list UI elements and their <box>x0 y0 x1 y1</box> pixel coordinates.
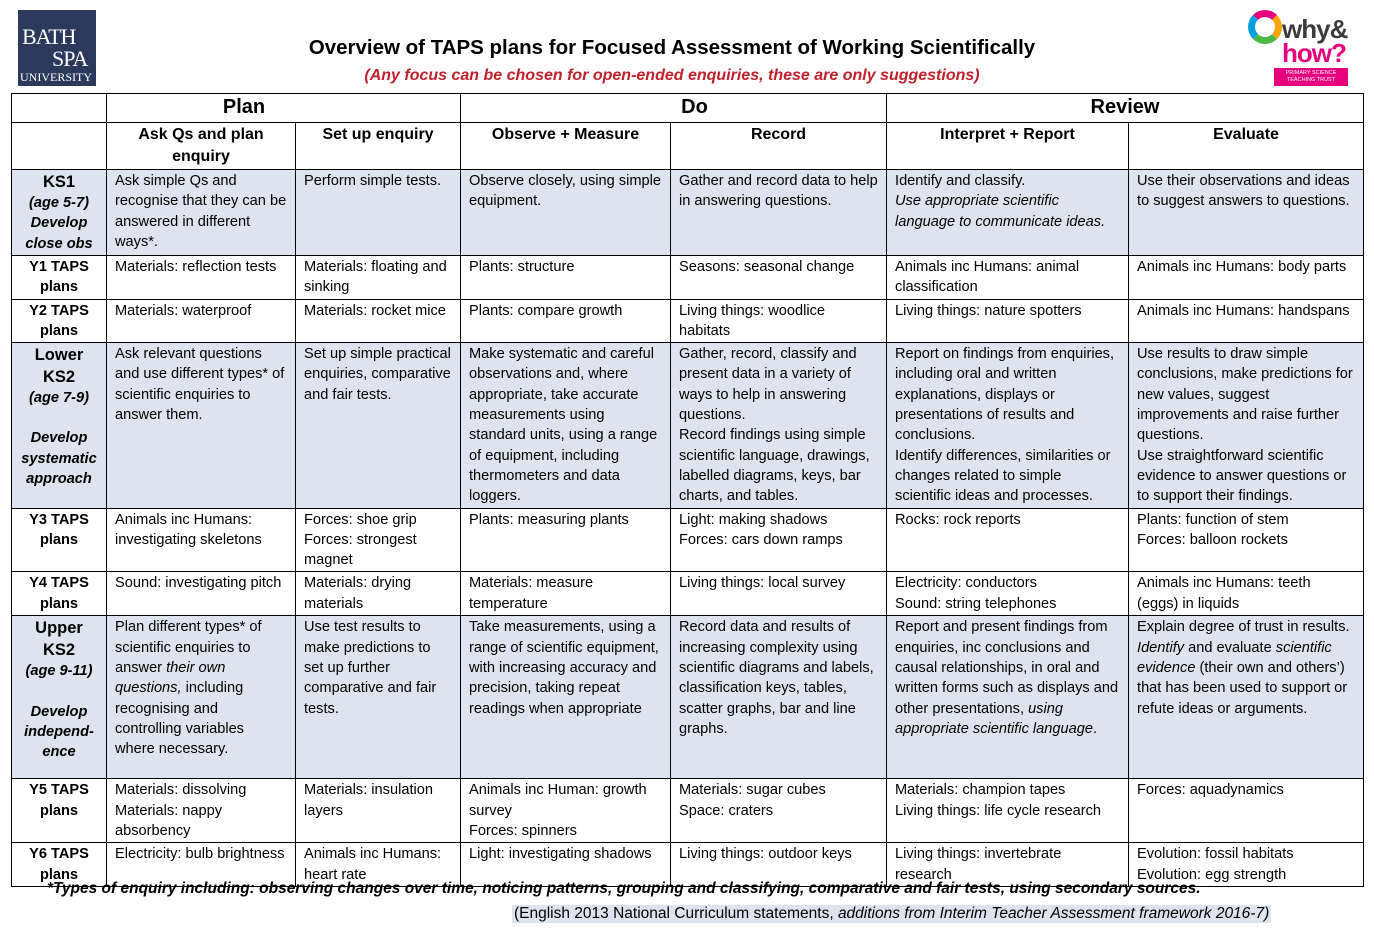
column-header: Record <box>671 123 887 170</box>
table-cell <box>107 256 296 300</box>
cell-text: Space: craters <box>679 802 774 819</box>
cell-text: Use their observations and ideas to suggest answers to questions. <box>1137 173 1350 210</box>
cell-text: Forces: spinners <box>469 823 577 840</box>
taps-plan-row <box>12 508 1364 572</box>
row-label-line: Y3 TAPS plans <box>29 511 89 548</box>
cell-text: Ask relevant questions and use different types* of scientific enquiries to answer them. <box>115 346 285 424</box>
table-cell <box>1129 779 1364 843</box>
table-cell <box>671 616 887 779</box>
taps-plan-row <box>12 572 1364 616</box>
table-cell <box>1129 572 1364 616</box>
cell-text: Plants: structure <box>469 259 575 275</box>
cell-text: Materials: dissolving <box>115 782 247 799</box>
cell-text: Materials: measure temperature <box>469 575 594 612</box>
logo-text: SPA <box>52 46 88 71</box>
row-label-line: Y5 TAPS plans <box>29 782 89 819</box>
cell-text: Observe closely, using simple equipment. <box>469 173 661 210</box>
taps-plan-row <box>12 256 1364 300</box>
row-label-line: Upper KS2 <box>35 619 83 660</box>
key-stage-row <box>12 343 1364 508</box>
cell-text: Sound: string telephones <box>895 595 1057 612</box>
cell-text: . <box>1092 720 1098 737</box>
cell-text: Materials: waterproof <box>115 302 252 319</box>
row-label-line: Develop systematic approach <box>21 430 97 488</box>
cell-text: that has been used to support or refute ideas or arguments. <box>1137 680 1348 717</box>
row-label-line: (age 9-11) <box>25 663 93 680</box>
row-label <box>12 572 107 616</box>
table-cell <box>296 616 461 779</box>
cell-text: Seasons: seasonal change <box>679 259 855 275</box>
logo-tagline: PRIMARY SCIENCE TEACHING TRUST <box>1274 68 1348 86</box>
cell-text: Materials: reflection tests <box>115 259 277 275</box>
cell-text: Identify differences, similarities or changes related to simple scientific ideas and processes. <box>895 447 1111 505</box>
cell-text: Rocks: rock reports <box>895 511 1021 528</box>
footnote: *Types of enquiry including: observing changes over time, noticing patterns, grouping and classifying, comparative and fair tests, using secondary sources. <box>47 880 1201 897</box>
table-cell <box>1129 616 1364 779</box>
table-cell <box>296 572 461 616</box>
cell-text: Gather, record, classify and present data in a variety of ways to help in answering questions. <box>679 346 857 424</box>
table-cell <box>671 170 887 256</box>
row-label <box>12 779 107 843</box>
table-cell <box>296 170 461 256</box>
cell-text: Light: making shadows <box>679 511 828 528</box>
table-cell <box>671 508 887 572</box>
cell-text: Use test results to make predictions to set up further comparative and fair tests. <box>304 619 437 717</box>
cell-text: Materials: drying materials <box>304 575 412 612</box>
cell-text: Materials: nappy absorbency <box>115 802 223 840</box>
key-stage-row <box>12 616 1364 779</box>
cell-text: Record findings using simple scientific language, drawings, labelled diagrams, keys, bar charts, and tables. <box>679 427 870 505</box>
cell-text: Identify <box>1137 639 1189 656</box>
row-label-line: Y4 TAPS plans <box>29 575 89 612</box>
cell-text: including recognising and controlling variables where necessary. <box>115 680 244 758</box>
cell-text: (their own and others’) <box>1199 660 1345 677</box>
table-cell <box>296 299 461 343</box>
taps-overview-table <box>11 93 1364 887</box>
cell-text: Plants: compare growth <box>469 302 623 319</box>
logo-text: how? <box>1282 38 1346 68</box>
cell-text: Set up simple practical enquiries, comparative and fair tests. <box>304 346 451 403</box>
table-cell <box>887 343 1129 508</box>
corner-cell <box>12 123 107 170</box>
cell-text: Materials: insulation layers <box>304 782 433 819</box>
cell-text: Plants: function of stem <box>1137 511 1289 528</box>
table-cell <box>887 616 1129 779</box>
table-cell <box>887 572 1129 616</box>
table-cell <box>461 508 671 572</box>
cell-text: Living things: invertebrate research <box>895 846 1062 883</box>
cell-text: Plan different types* of scientific enquiries to answer <box>115 619 262 677</box>
cell-text: Explain degree of trust in results. <box>1137 619 1350 636</box>
table-cell <box>887 299 1129 343</box>
table-cell <box>887 170 1129 256</box>
stage-label: Do <box>681 96 708 118</box>
cell-text: Report and present findings from enquiries, inc conclusions and causal relationships, in oral and written forms such as displays and other presentations, <box>895 619 1119 717</box>
row-label-line: (age 7-9) <box>28 390 89 407</box>
key-stage-row <box>12 170 1364 256</box>
row-label-line: KS1 <box>42 173 76 191</box>
cell-text: Perform simple tests. <box>304 173 442 189</box>
cell-text: Evolution: fossil habitats <box>1137 846 1294 863</box>
table-cell <box>461 256 671 300</box>
table-cell <box>107 572 296 616</box>
cell-text: Materials: rocket mice <box>304 302 446 319</box>
cell-text: Materials: champion tapes <box>895 782 1066 799</box>
row-label <box>12 256 107 300</box>
cell-text: Animals inc Humans: investigating skeletons <box>115 511 262 548</box>
logo-text: why& <box>1282 14 1348 44</box>
cell-text: Gather and record data to help in answering questions. <box>679 173 878 210</box>
table-cell <box>1129 508 1364 572</box>
cell-text: Living things: nature spotters <box>895 302 1082 319</box>
cell-text: Materials: sugar cubes <box>679 782 826 799</box>
cell-text: Use appropriate scientific language to communicate ideas. <box>895 193 1106 230</box>
stage-plan <box>107 94 461 123</box>
table-cell <box>1129 343 1364 508</box>
cell-text: Animals inc Humans: teeth (eggs) in liquids <box>1137 575 1311 612</box>
page-subtitle: (Any focus can be chosen for open-ended enquiries, these are only suggestions) <box>364 67 980 84</box>
row-label-line: (age 5-7) <box>28 195 89 211</box>
stage-label: Plan <box>222 96 266 118</box>
cell-text: Forces: strongest magnet <box>304 531 417 569</box>
cell-text: Sound: investigating pitch <box>115 575 282 592</box>
taps-plan-row <box>12 779 1364 843</box>
table-cell <box>296 508 461 572</box>
table-cell <box>296 256 461 300</box>
cell-text: Use straightforward scientific evidence to answer questions or to support their findings. <box>1137 447 1347 505</box>
column-header: Set up enquiry <box>296 123 461 170</box>
cell-text: Electricity: conductors <box>895 575 1037 592</box>
cell-text: Living things: woodlice habitats <box>679 302 826 339</box>
row-label-line: Y1 TAPS plans <box>29 259 89 296</box>
row-label-line: Y6 TAPS plans <box>29 846 89 883</box>
row-label <box>12 170 107 256</box>
cell-text: Materials: floating and sinking <box>304 259 447 296</box>
stage-label: Review <box>1090 96 1160 118</box>
source-note <box>512 905 1271 923</box>
column-header: Interpret + Report <box>887 123 1129 170</box>
cell-text: and evaluate <box>1188 639 1272 656</box>
row-label <box>12 299 107 343</box>
cell-text: Forces: balloon rockets <box>1137 531 1288 548</box>
row-label-line: Lower KS2 <box>34 346 84 387</box>
table-cell <box>1129 299 1364 343</box>
row-label-line: Develop independ-ence <box>24 703 94 761</box>
cell-text: Plants: measuring plants <box>469 511 629 528</box>
cell-text: Evolution: egg strength <box>1137 866 1287 883</box>
source-text-italic: additions from Interim Teacher Assessment framework 2016-7) <box>837 905 1270 922</box>
table-cell <box>461 572 671 616</box>
table-cell <box>671 299 887 343</box>
cell-text: Animals inc Humans: handspans <box>1137 302 1350 319</box>
table-cell <box>107 170 296 256</box>
cell-text: using appropriate scientific language <box>895 700 1093 737</box>
table-cell <box>296 779 461 843</box>
table-cell <box>296 343 461 508</box>
cell-text: Living things: local survey <box>679 575 846 592</box>
cell-text: Ask simple Qs and recognise that they can be answered in different ways*. <box>115 173 287 250</box>
cell-text: Animals inc Humans: body parts <box>1137 259 1347 275</box>
row-label-line: Y2 TAPS plans <box>29 302 89 339</box>
table-cell <box>887 256 1129 300</box>
column-header: Evaluate <box>1129 123 1364 170</box>
stage-review <box>887 94 1364 123</box>
cell-text: Living things: life cycle research <box>895 802 1102 819</box>
logo-text: UNIVERSITY <box>20 70 92 84</box>
cell-text: Electricity: bulb brightness <box>115 846 285 863</box>
cell-text: Forces: shoe grip <box>304 511 417 528</box>
column-header: Observe + Measure <box>461 123 671 170</box>
source-text: (English 2013 National Curriculum statements, <box>514 905 838 922</box>
table-cell <box>107 616 296 779</box>
table-cell <box>671 572 887 616</box>
table-cell <box>671 779 887 843</box>
cell-text: Animals inc Human: growth survey <box>469 782 647 819</box>
table-cell <box>461 616 671 779</box>
cell-text: Forces: aquadynamics <box>1137 782 1284 799</box>
row-label <box>12 508 107 572</box>
table-cell <box>107 299 296 343</box>
cell-text: Identify and classify. <box>895 173 1026 189</box>
cell-text: Forces: cars down ramps <box>679 531 843 548</box>
table-cell <box>671 343 887 508</box>
table-cell <box>107 343 296 508</box>
table-cell <box>887 508 1129 572</box>
table-cell <box>461 343 671 508</box>
table-cell <box>887 779 1129 843</box>
table-cell <box>461 299 671 343</box>
table-cell <box>107 779 296 843</box>
row-label <box>12 616 107 779</box>
cell-text: Animals inc Humans: animal classification <box>895 259 1080 296</box>
logo-text: BATH <box>22 24 76 49</box>
cell-text: their own questions, <box>115 660 226 697</box>
table-cell <box>461 170 671 256</box>
row-label <box>12 343 107 508</box>
cell-text: Record data and results of increasing complexity using scientific diagrams and labels, classification keys, tables, scatter graphs, bar and line graphs. <box>679 619 874 737</box>
page-title: Overview of TAPS plans for Focused Assessment of Working Scientifically <box>308 36 1036 59</box>
row-label-line: Develop close obs <box>25 215 93 252</box>
cell-text: Living things: outdoor keys <box>679 846 852 863</box>
column-header: Ask Qs and plan enquiry <box>107 123 296 170</box>
stage-header-row <box>12 94 1364 123</box>
table-cell <box>1129 170 1364 256</box>
table-cell <box>461 779 671 843</box>
cell-text: scientific evidence <box>1137 639 1332 677</box>
cell-text: Animals inc Humans: heart rate <box>304 846 442 883</box>
stage-do <box>461 94 887 123</box>
cell-text: Use results to draw simple conclusions, make predictions for new values, suggest improvements and raise further questions. <box>1137 346 1353 444</box>
table-cell <box>107 508 296 572</box>
cell-text: Report on findings from enquiries, including oral and written explanations, displays or presentations of results and conclusions. <box>895 346 1115 444</box>
taps-plan-row <box>12 299 1364 343</box>
corner-cell <box>12 94 107 123</box>
cell-text: Take measurements, using a range of scientific equipment, with increasing accuracy and precision, taking repeat readings when appropriate <box>469 619 659 717</box>
cell-text: Make systematic and careful observations and, where appropriate, take accurate measurements using standard units, using a range of equipment, including thermometers and data loggers. <box>469 346 658 505</box>
column-header-row <box>12 123 1364 170</box>
table-cell <box>1129 256 1364 300</box>
cell-text: Light: investigating shadows <box>469 846 652 863</box>
table-cell <box>671 256 887 300</box>
